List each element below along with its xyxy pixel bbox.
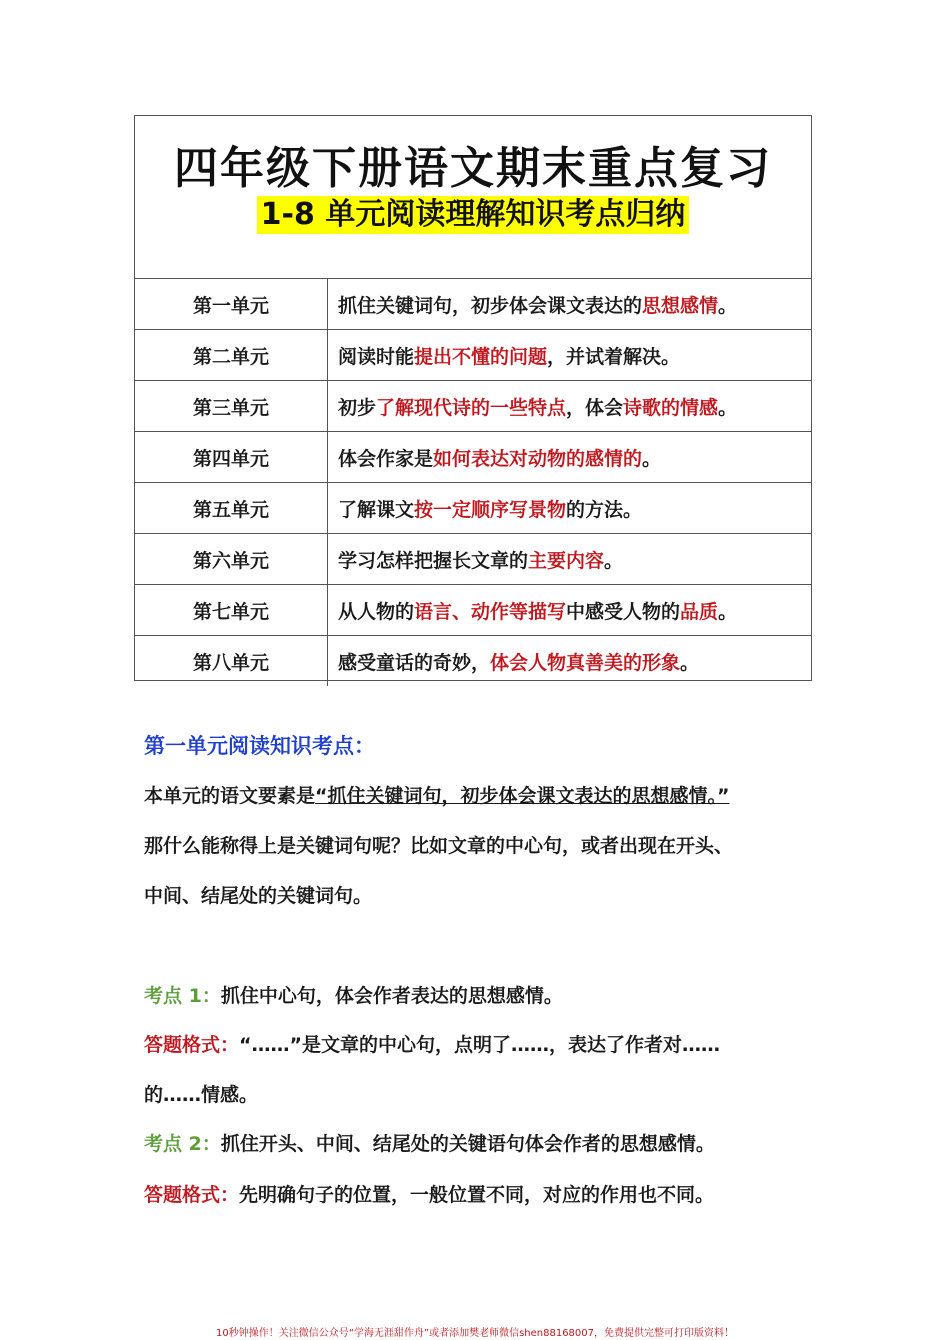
- intro-prefix: 本单元的语文要素是: [144, 785, 316, 807]
- intro-line-2: 那什么能称得上是关键词句呢？比如文章的中心句，或者出现在开头、: [144, 835, 734, 857]
- table-row: [135, 534, 811, 585]
- table-row: [135, 381, 811, 432]
- unit-name: 第七单元: [135, 585, 328, 636]
- plain-text: 。: [718, 396, 738, 419]
- point-1-text: 抓住中心句，体会作者表达的思想感情。: [220, 985, 563, 1007]
- point-2-label: 考点 2：: [144, 1133, 221, 1155]
- intro-line: [144, 781, 834, 808]
- plain-text: 中感受人物的: [566, 600, 681, 623]
- format-1-text: “……”是文章的中心句，点明了……，表达了作者对……: [239, 1034, 720, 1056]
- unit-description: [328, 381, 812, 432]
- plain-text: 阅读时能: [338, 345, 415, 368]
- plain-text: 学习怎样把握长文章的: [338, 549, 529, 572]
- plain-text: 。: [642, 447, 662, 470]
- highlight-text: 诗歌的情感: [623, 396, 719, 419]
- plain-text: 体会作家是: [338, 447, 434, 470]
- table-row: [135, 483, 811, 534]
- plain-text: 感受童话的奇妙，: [338, 651, 491, 674]
- plain-text: 抓住关键词句，初步体会课文表达的: [338, 294, 643, 317]
- format-2: [144, 1180, 834, 1207]
- unit-name: 第一单元: [135, 279, 328, 330]
- point-1: [144, 981, 834, 1008]
- format-2-label: 答题格式：: [144, 1184, 240, 1206]
- format-1-cont: 的……情感。: [144, 1084, 259, 1106]
- section-title: 第一单元阅读知识考点：: [144, 734, 375, 758]
- format-1-label: 答题格式：: [144, 1034, 240, 1056]
- plain-text: 。: [680, 651, 700, 674]
- table-row: [135, 330, 811, 381]
- highlight-text: 体会人物真善美的形象: [490, 651, 681, 674]
- unit-description: [328, 534, 812, 585]
- unit-description: [328, 483, 812, 534]
- plain-text: ，并试着解决。: [547, 345, 681, 368]
- unit-description: [328, 432, 812, 483]
- format-2-text: 先明确句子的位置，一般位置不同，对应的作用也不同。: [239, 1184, 715, 1206]
- unit-name: 第二单元: [135, 330, 328, 381]
- summary-table-frame: [134, 115, 812, 681]
- highlight-text: 提出不懂的问题: [414, 345, 548, 368]
- title-area: [135, 116, 811, 279]
- highlight-text: 了解现代诗的一些特点: [376, 396, 567, 419]
- unit-description: [328, 279, 812, 330]
- plain-text: 从人物的: [338, 600, 415, 623]
- format-1: [144, 1030, 834, 1057]
- table-row: [135, 432, 811, 483]
- unit-name: 第三单元: [135, 381, 328, 432]
- point-2-text: 抓住开头、中间、结尾处的关键语句体会作者的思想感情。: [220, 1133, 715, 1155]
- plain-text: 初步: [338, 396, 377, 419]
- point-2: [144, 1129, 834, 1156]
- unit-name: 第四单元: [135, 432, 328, 483]
- plain-text: 。: [718, 600, 738, 623]
- unit-description: [328, 585, 812, 636]
- highlight-text: 语言、动作等描写: [414, 600, 567, 623]
- unit-name: 第八单元: [135, 636, 328, 687]
- plain-text: 了解课文: [338, 498, 415, 521]
- plain-text: 的方法。: [566, 498, 643, 521]
- units-table: [135, 279, 811, 686]
- highlight-text: 思想感情: [642, 294, 719, 317]
- footer-note: 10秒钟操作！关注微信公众号“学海无涯甜作舟”或者添加樊老师微信shen88168007，免费提供完整可打印版资料！: [215, 1328, 735, 1339]
- highlight-text: 如何表达对动物的感情的: [433, 447, 643, 470]
- plain-text: 。: [718, 294, 738, 317]
- plain-text: 。: [604, 549, 624, 572]
- plain-text: ，体会: [566, 396, 624, 419]
- table-row: [135, 279, 811, 330]
- unit-name: 第六单元: [135, 534, 328, 585]
- highlight-text: 主要内容: [528, 549, 605, 572]
- intro-line-3: 中间、结尾处的关键词句。: [144, 885, 373, 907]
- unit-description: [328, 330, 812, 381]
- point-1-label: 考点 1：: [144, 985, 221, 1007]
- highlight-text: 按一定顺序写景物: [414, 498, 567, 521]
- highlight-text: 品质: [680, 600, 719, 623]
- page-subtitle: 1-8 单元阅读理解知识考点归纳: [257, 196, 690, 234]
- table-row: [135, 585, 811, 636]
- page-title: 四年级下册语文期末重点复习: [174, 143, 772, 194]
- unit-name: 第五单元: [135, 483, 328, 534]
- unit-description: [328, 636, 812, 687]
- table-row: [135, 636, 811, 687]
- intro-quote: “抓住关键词句，初步体会课文表达的思想感情。”: [315, 785, 730, 807]
